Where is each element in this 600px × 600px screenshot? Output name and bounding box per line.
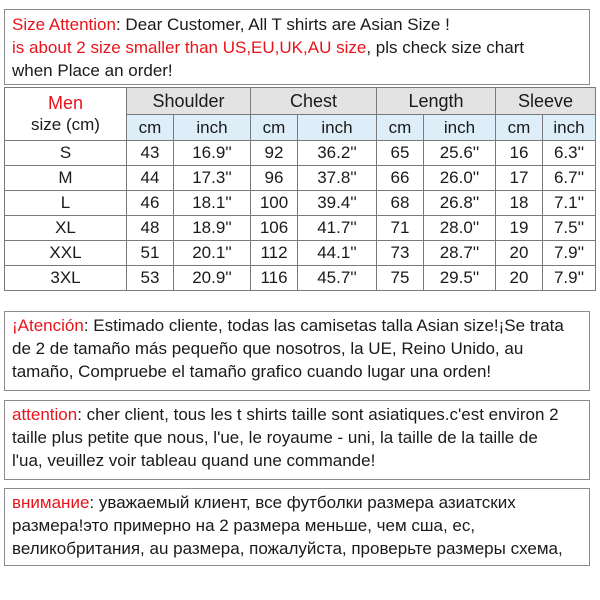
size-chart-header-row <box>5 88 596 115</box>
size-row-xxl <box>5 241 596 266</box>
notice-english-warning: is about 2 size smaller than US,EU,UK,AU size <box>12 38 367 57</box>
size-row-m <box>5 166 596 191</box>
notice-spanish-line1-text: : Estimado cliente, todas las camisetas talla Asian size!¡Se trata <box>83 316 564 335</box>
notice-french-prefix: attention <box>12 405 78 424</box>
unit-cm: cm <box>496 115 543 141</box>
cell-sleeve-inch: 7.1'' <box>543 191 596 216</box>
cell-shoulder-cm: 51 <box>127 241 174 266</box>
notice-spanish-line3: tamaño, Compruebe el tamaño grafico cuando lugar una orden! <box>12 362 492 381</box>
cell-chest-cm: 92 <box>251 141 298 166</box>
cell-sleeve-inch: 7.5'' <box>543 216 596 241</box>
cell-shoulder-cm: 48 <box>127 216 174 241</box>
size-unit-label: size (cm) <box>31 115 100 134</box>
size-label: M <box>5 166 127 191</box>
notice-spanish-prefix: ¡Atención <box>12 316 84 335</box>
header-shoulder: Shoulder <box>127 88 251 115</box>
cell-length-inch: 26.0'' <box>424 166 496 191</box>
cell-chest-inch: 36.2'' <box>298 141 377 166</box>
notice-russian-line3: великобритания, au размера, пожалуйста, проверьте размеры схема, <box>12 539 563 558</box>
cell-shoulder-inch: 20.1'' <box>174 241 251 266</box>
notice-english-prefix: Size Attention <box>12 15 116 34</box>
cell-shoulder-inch: 20.9'' <box>174 266 251 291</box>
unit-inch: inch <box>174 115 251 141</box>
unit-cm: cm <box>377 115 424 141</box>
size-label: XXL <box>5 241 127 266</box>
cell-chest-cm: 116 <box>251 266 298 291</box>
size-label: L <box>5 191 127 216</box>
cell-shoulder-cm: 46 <box>127 191 174 216</box>
cell-sleeve-inch: 7.9'' <box>543 266 596 291</box>
cell-length-inch: 28.0'' <box>424 216 496 241</box>
size-row-s <box>5 141 596 166</box>
cell-length-inch: 26.8'' <box>424 191 496 216</box>
cell-length-cm: 75 <box>377 266 424 291</box>
cell-sleeve-cm: 17 <box>496 166 543 191</box>
header-length: Length <box>377 88 496 115</box>
notice-spanish-line1 <box>12 314 583 337</box>
size-row-l <box>5 191 596 216</box>
notice-russian-line1-text: : уважаемый клиент, все футболки размера азиатских <box>89 493 516 512</box>
unit-inch: inch <box>298 115 377 141</box>
men-label: Men <box>47 93 83 113</box>
notice-russian-line1 <box>12 491 583 514</box>
cell-sleeve-inch: 6.7'' <box>543 166 596 191</box>
notice-french <box>4 400 590 480</box>
notice-russian-line2: размера!это примерно на 2 размера меньше, чем сша, ес, <box>12 516 476 535</box>
header-chest: Chest <box>251 88 377 115</box>
cell-shoulder-cm: 44 <box>127 166 174 191</box>
size-chart-corner-cell <box>5 88 127 141</box>
cell-sleeve-cm: 19 <box>496 216 543 241</box>
notice-french-line1 <box>12 403 583 426</box>
cell-length-cm: 71 <box>377 216 424 241</box>
cell-shoulder-cm: 53 <box>127 266 174 291</box>
cell-shoulder-inch: 17.3'' <box>174 166 251 191</box>
cell-length-cm: 73 <box>377 241 424 266</box>
notice-french-line3: l'ua, veuillez voir tableau quand une commande! <box>12 451 376 470</box>
cell-chest-inch: 45.7'' <box>298 266 377 291</box>
notice-french-line2: taille plus petite que nous, l'ue, le royaume - uni, la taille de la taille de <box>12 428 538 447</box>
notice-english-line3: when Place an order! <box>12 61 173 80</box>
cell-chest-inch: 39.4'' <box>298 191 377 216</box>
cell-shoulder-cm: 43 <box>127 141 174 166</box>
unit-inch: inch <box>543 115 596 141</box>
unit-cm: cm <box>127 115 174 141</box>
cell-shoulder-inch: 18.1'' <box>174 191 251 216</box>
size-label: S <box>5 141 127 166</box>
cell-chest-cm: 106 <box>251 216 298 241</box>
cell-sleeve-cm: 18 <box>496 191 543 216</box>
cell-chest-cm: 112 <box>251 241 298 266</box>
size-label: XL <box>5 216 127 241</box>
cell-shoulder-inch: 16.9'' <box>174 141 251 166</box>
size-row-xl <box>5 216 596 241</box>
size-label: 3XL <box>5 266 127 291</box>
cell-length-cm: 65 <box>377 141 424 166</box>
notice-spanish <box>4 311 590 391</box>
cell-length-cm: 66 <box>377 166 424 191</box>
size-row-3xl <box>5 266 596 291</box>
cell-chest-inch: 41.7'' <box>298 216 377 241</box>
header-sleeve: Sleeve <box>496 88 596 115</box>
notice-english-line2 <box>12 36 583 59</box>
cell-length-inch: 25.6'' <box>424 141 496 166</box>
notice-english-line1-text: : Dear Customer, All T shirts are Asian Size ! <box>115 15 450 34</box>
notice-english <box>4 9 590 85</box>
cell-sleeve-cm: 16 <box>496 141 543 166</box>
notice-french-line1-text: : cher client, tous les t shirts taille sont asiatiques.c'est environ 2 <box>77 405 559 424</box>
cell-chest-inch: 37.8'' <box>298 166 377 191</box>
cell-chest-cm: 96 <box>251 166 298 191</box>
cell-sleeve-cm: 20 <box>496 241 543 266</box>
cell-length-inch: 29.5'' <box>424 266 496 291</box>
notice-english-line1 <box>12 13 583 36</box>
notice-russian <box>4 488 590 566</box>
notice-spanish-line2: de 2 de tamaño más pequeño que nosotros, la UE, Reino Unido, au <box>12 339 524 358</box>
cell-shoulder-inch: 18.9'' <box>174 216 251 241</box>
unit-cm: cm <box>251 115 298 141</box>
cell-sleeve-inch: 6.3'' <box>543 141 596 166</box>
notice-russian-prefix: внимание <box>12 493 90 512</box>
cell-length-cm: 68 <box>377 191 424 216</box>
cell-length-inch: 28.7'' <box>424 241 496 266</box>
size-chart-table <box>4 87 596 291</box>
cell-chest-cm: 100 <box>251 191 298 216</box>
cell-sleeve-inch: 7.9'' <box>543 241 596 266</box>
unit-inch: inch <box>424 115 496 141</box>
cell-chest-inch: 44.1'' <box>298 241 377 266</box>
cell-sleeve-cm: 20 <box>496 266 543 291</box>
notice-english-line2-text: , pls check size chart <box>366 38 525 57</box>
